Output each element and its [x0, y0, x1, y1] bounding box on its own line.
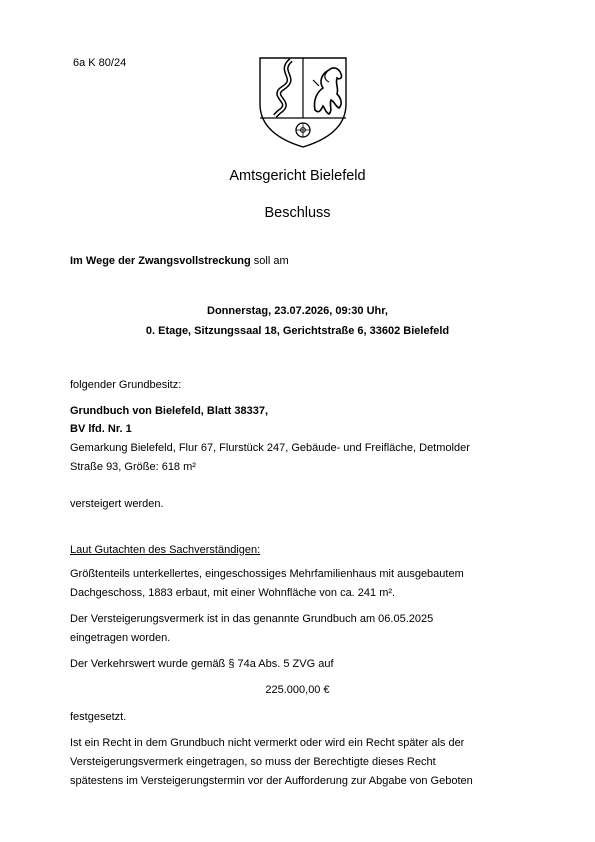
expert-heading: Laut Gutachten des Sachverständigen: [70, 544, 261, 556]
rights-line-3: spätestens im Versteigerungstermin vor der Aufforderung zur Abgabe von Geboten [70, 775, 473, 787]
intro-bold: Im Wege der Zwangsvollstreckung [70, 255, 251, 267]
expert-text-line-1: Größtenteils unterkellertes, eingeschossiges Mehrfamilienhaus mit ausgebautem [70, 568, 464, 580]
intro-rest: soll am [250, 255, 289, 267]
property-intro: folgender Grundbesitz: [70, 379, 182, 391]
vermerk-line-1: Der Versteigerungsvermerk ist in das genannte Grundbuch am 06.05.2025 [70, 613, 434, 625]
court-name: Amtsgericht Bielefeld [229, 168, 366, 184]
rights-line-2: Versteigerungsvermerk eingetragen, so muss der Berechtigte dieses Recht [70, 756, 436, 768]
date-line: Donnerstag, 23.07.2026, 09:30 Uhr, [207, 305, 388, 317]
vermerk-line-2: eingetragen worden. [70, 632, 171, 644]
rights-line-1: Ist ein Recht in dem Grundbuch nicht vermerkt oder wird ein Recht später als der [70, 737, 465, 749]
document-type: Beschluss [264, 205, 331, 221]
expert-text-line-2: Dachgeschoss, 1883 erbaut, mit einer Wohnfläche von ca. 241 m². [70, 587, 396, 599]
location-line: 0. Etage, Sitzungssaal 18, Gerichtstraße 6, 33602 Bielefeld [145, 325, 450, 337]
value-intro: Der Verkehrswert wurde gemäß § 74a Abs. 5 ZVG auf [70, 658, 334, 670]
land-register-line-2: BV lfd. Nr. 1 [70, 423, 132, 435]
market-value: 225.000,00 € [265, 684, 330, 696]
parcel-line-2: Straße 93, Größe: 618 m² [70, 461, 196, 473]
land-register-line-1: Grundbuch von Bielefeld, Blatt 38337, [70, 405, 269, 417]
coat-of-arms-icon [257, 52, 349, 150]
case-number: 6a K 80/24 [73, 57, 127, 69]
parcel-line-1: Gemarkung Bielefeld, Flur 67, Flurstück 247, Gebäude- und Freifläche, Detmolder [70, 442, 470, 454]
intro-line [70, 254, 289, 268]
value-outro: festgesetzt. [70, 711, 127, 723]
auction-phrase: versteigert werden. [70, 498, 164, 510]
